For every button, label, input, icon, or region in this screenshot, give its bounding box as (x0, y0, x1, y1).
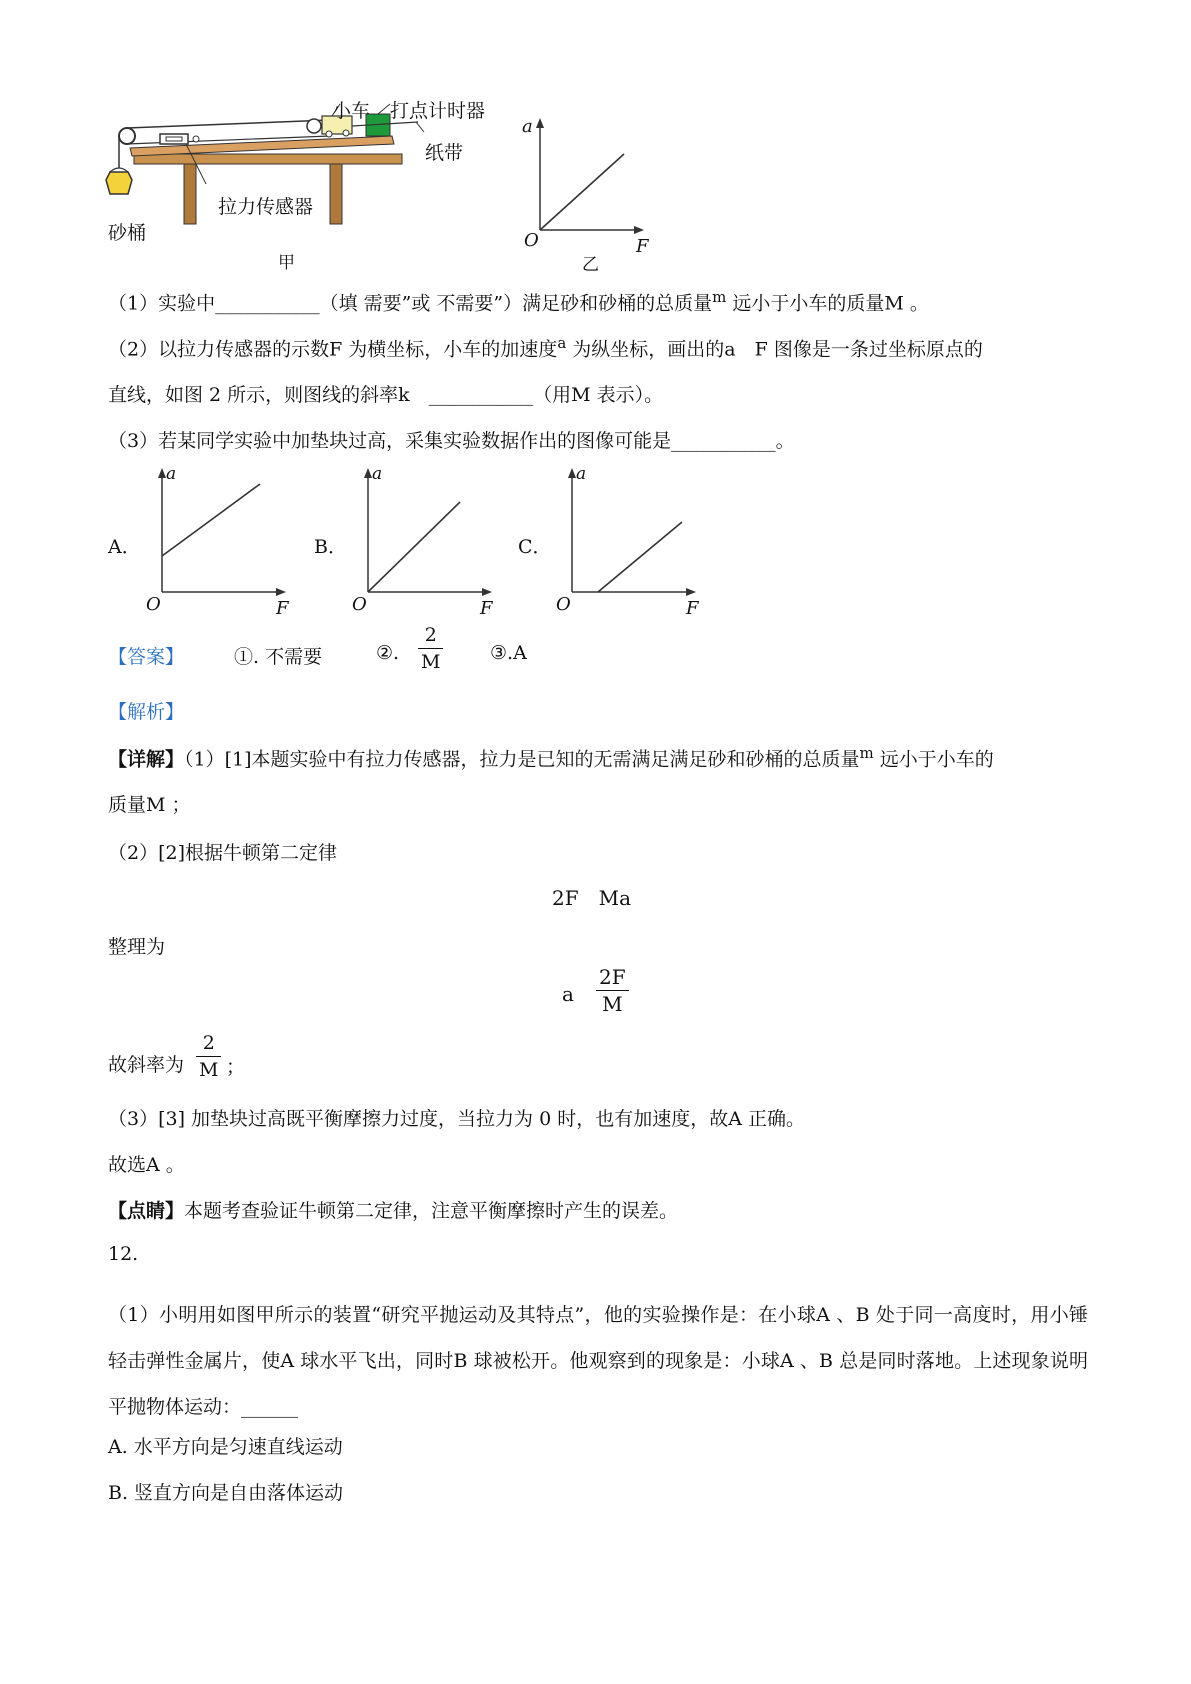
detail-text: （1）[1]本题实验中有拉力传感器，拉力是已知的无需满足满足砂和砂桶的总质量 (184, 748, 860, 771)
option-c-x: F (686, 598, 699, 619)
detail-line2: 质量M ； (108, 794, 191, 816)
detail-text-b: 远小于小车的 (873, 748, 994, 771)
option-c-graph (552, 462, 702, 612)
option-c-label: C． (518, 536, 552, 558)
equation-2-lhs: a (562, 982, 574, 1006)
detail-line1 (108, 744, 994, 771)
label-timer: 打点计时器 (390, 100, 486, 122)
question-3: （3）若某同学实验中加垫块过高，采集实验数据作出的图像可能是___________。 (108, 430, 795, 452)
option-b-graph (348, 462, 498, 612)
option-b-y: a (372, 464, 383, 484)
slope-fraction (196, 1030, 221, 1083)
q1-end: 。 (903, 292, 929, 315)
option-b-label: B． (314, 536, 347, 558)
answer-2-den: M (418, 648, 443, 675)
answer-2-prefix: ②. (376, 642, 400, 664)
detail-3: （3）[3] 加垫块过高既平衡摩擦力过度，当拉力为 0 时，也有加速度，故A 正确。 (108, 1108, 805, 1130)
question-12-text: （1）小明用如图甲所示的装置“研究平抛运动及其特点”，他的实验操作是：在小球A 、B 处于同一高度时，用小锤轻击弹性金属片，使A 球水平飞出，同时B 球被松开。他观察到的现象是：小球A 、B 总是同时落地。上述现象说明平抛物体运动：______ (108, 1304, 1088, 1418)
q1-m: m (712, 288, 727, 306)
detail-m: m (859, 744, 874, 762)
equation-2-den: M (596, 990, 629, 1017)
equation-2-num: 2F (599, 965, 626, 989)
equation-2-fraction (596, 964, 629, 1017)
rearrange-text: 整理为 (108, 936, 166, 958)
graph-yi-y-label: a (522, 116, 533, 137)
slope-end: ； (226, 1056, 246, 1078)
point-text: 本题考查验证牛顿第二定律，注意平衡摩擦时产生的误差。 (184, 1200, 679, 1222)
option-a-graph (142, 462, 292, 612)
question-12-option-a: A. 水平方向是匀速直线运动 (108, 1436, 343, 1458)
option-a-x: F (276, 598, 289, 619)
slope-den: M (196, 1056, 221, 1083)
q2-a: a (557, 334, 567, 352)
label-bucket: 砂桶 (108, 222, 147, 244)
label-car: 小车 (332, 100, 371, 122)
option-c-origin: O (556, 594, 571, 615)
graph-yi-x-label: F (636, 236, 649, 257)
answer-3: ③.A (490, 642, 527, 664)
q1-M: M (884, 292, 904, 315)
slope-prefix: 故斜率为 (108, 1054, 185, 1076)
graph-yi-origin: O (524, 230, 539, 251)
label-tape: 纸带 (425, 142, 464, 164)
option-c-y: a (576, 464, 587, 484)
analysis-tag: 【解析】 (108, 701, 185, 723)
q1-tail: 远小于小车的质量 (726, 292, 885, 315)
graph-yi (520, 112, 650, 262)
option-a-y: a (166, 464, 177, 484)
question-12-number: 12. (108, 1243, 139, 1265)
equation-1: 2F Ma (552, 886, 632, 910)
option-a-origin: O (146, 594, 161, 615)
answer-2-num: 2 (424, 624, 437, 646)
option-b-origin: O (352, 594, 367, 615)
option-a-label: A． (108, 536, 141, 558)
detail-2: （2）[2]根据牛顿第二定律 (108, 842, 338, 864)
caption-jia: 甲 (278, 253, 295, 273)
slope-num: 2 (202, 1032, 215, 1054)
answer-1: ①. 不需要 (234, 646, 323, 668)
q2-text-b: 为纵坐标，画出的a F 图像是一条过坐标原点的 (566, 338, 983, 361)
q2-text: （2）以拉力传感器的示数F 为横坐标，小车的加速度 (108, 338, 558, 361)
question-1 (108, 288, 929, 315)
label-sensor: 拉力传感器 (218, 196, 314, 218)
answer-2-fraction (418, 622, 443, 675)
question-2-line2: 直线，如图 2 所示，则图线的斜率k ___________（用M 表示）。 (108, 384, 664, 406)
choose-text: 故选A 。 (108, 1154, 185, 1176)
answer-tag: 【答案】 (108, 646, 185, 668)
question-12-option-b: B. 竖直方向是自由落体运动 (108, 1482, 344, 1504)
q1-text: （1）实验中___________（填 需要”或 不需要”）满足砂和砂桶的总质量 (108, 292, 713, 315)
point-tag: 【点睛】 (108, 1200, 185, 1222)
caption-yi: 乙 (582, 255, 599, 275)
point-line (108, 1196, 678, 1223)
question-2-line1 (108, 334, 983, 361)
option-b-x: F (480, 598, 493, 619)
detail-tag: 【详解】 (108, 748, 185, 771)
